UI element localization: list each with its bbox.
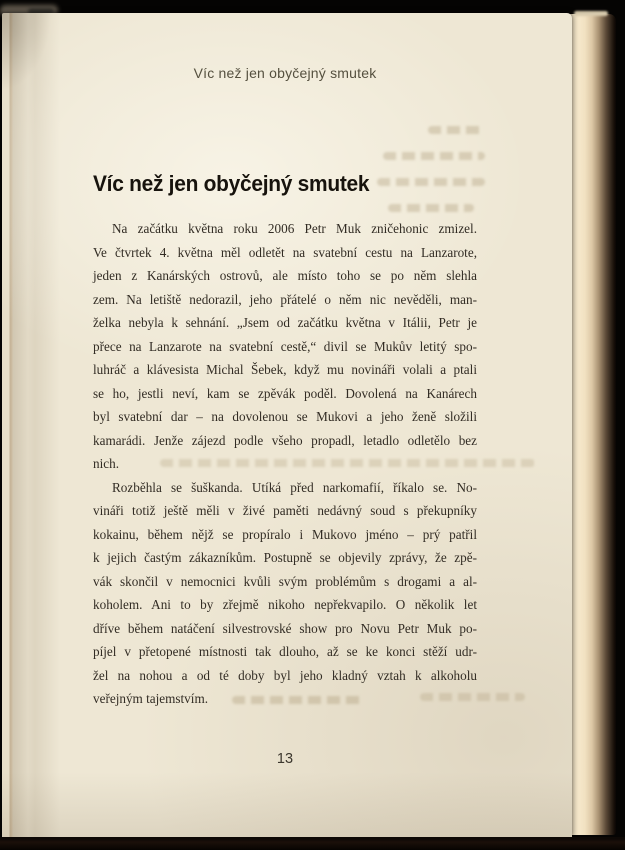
body-line: vák skončil v nemocnici kvůli svým problémům s drogami a al- — [93, 573, 477, 589]
bleed-through-text-smudge — [383, 152, 485, 160]
page-number: 13 — [276, 751, 294, 767]
body-line: želka nebyla k sehnání. „Jsem od začátku května v Itálii, Petr je — [93, 315, 477, 330]
body-line: dříve během natáčení silvestrovské show pro Novu Petr Muk po- — [93, 620, 477, 636]
body-line: veřejným tajemstvím. — [93, 691, 208, 706]
body-line: byl svatební dar – na dovolenou se Mukovi a jeho ženě složili — [93, 409, 477, 424]
bleed-through-text-smudge — [428, 126, 482, 134]
body-line: přece na Lanzarote na svatební cestě,“ divil se Mukův letitý spo- — [93, 338, 477, 354]
body-line: se ho, jestli neví, kam se zpěvák poděl. Dovolená na Kanárech — [93, 385, 477, 401]
book-page-stack-top-edge — [574, 11, 608, 16]
bleed-through-text-smudge — [388, 204, 474, 212]
body-text — [93, 217, 477, 711]
body-line: kokainu, během nějž se propíralo i Mukovo jméno – prý patřil — [93, 526, 477, 542]
body-line: Na začátku května roku 2006 Petr Muk zničehonic zmizel. — [112, 221, 477, 236]
body-line: k jejich častým zákazníkům. Postupně se objevily zprávy, že zpě- — [93, 550, 477, 565]
body-line: jeden z Kanárských ostrovů, ale místo toho se po něm slehla — [93, 268, 477, 283]
book-fore-edge-pages — [570, 14, 616, 835]
body-line: Ve čtvrtek 4. května měl odletět na svatební cestu na Lanzarote, — [93, 244, 477, 260]
body-line: žel na nohou a od té doby byl jeho kladný vztah k alkoholu — [93, 667, 477, 683]
body-line: kamarádi. Jenže zájezd podle všeho propadl, letadlo odletělo bez — [93, 432, 477, 448]
body-line: píjel v přetopené místnosti tak dlouho, až se ke konci stěží udr- — [93, 644, 477, 659]
gutter-shadow — [2, 13, 62, 133]
body-line: Rozběhla se šuškanda. Utíká před narkomafií, říkalo se. No- — [112, 479, 477, 495]
body-line: vináři totiž ještě měli v živé paměti nedávný soud s překupníky — [93, 503, 477, 518]
body-line: zem. Na letiště nedorazil, jeho přátelé o něm nic nevěděli, man- — [93, 291, 477, 307]
body-line: luhráč a klávesista Michal Šebek, když mu novináři volali a ptali — [93, 362, 477, 377]
body-line: nich. — [93, 456, 120, 471]
chapter-title: Víc než jen obyčejný smutek — [93, 171, 370, 196]
book-page — [2, 13, 572, 837]
body-line: koholem. Ani to by zřejmě nikoho nepřekvapilo. O několik let — [93, 597, 477, 612]
running-header: Víc než jen obyčejný smutek — [193, 65, 377, 81]
book-cover-bottom-edge — [0, 837, 625, 850]
